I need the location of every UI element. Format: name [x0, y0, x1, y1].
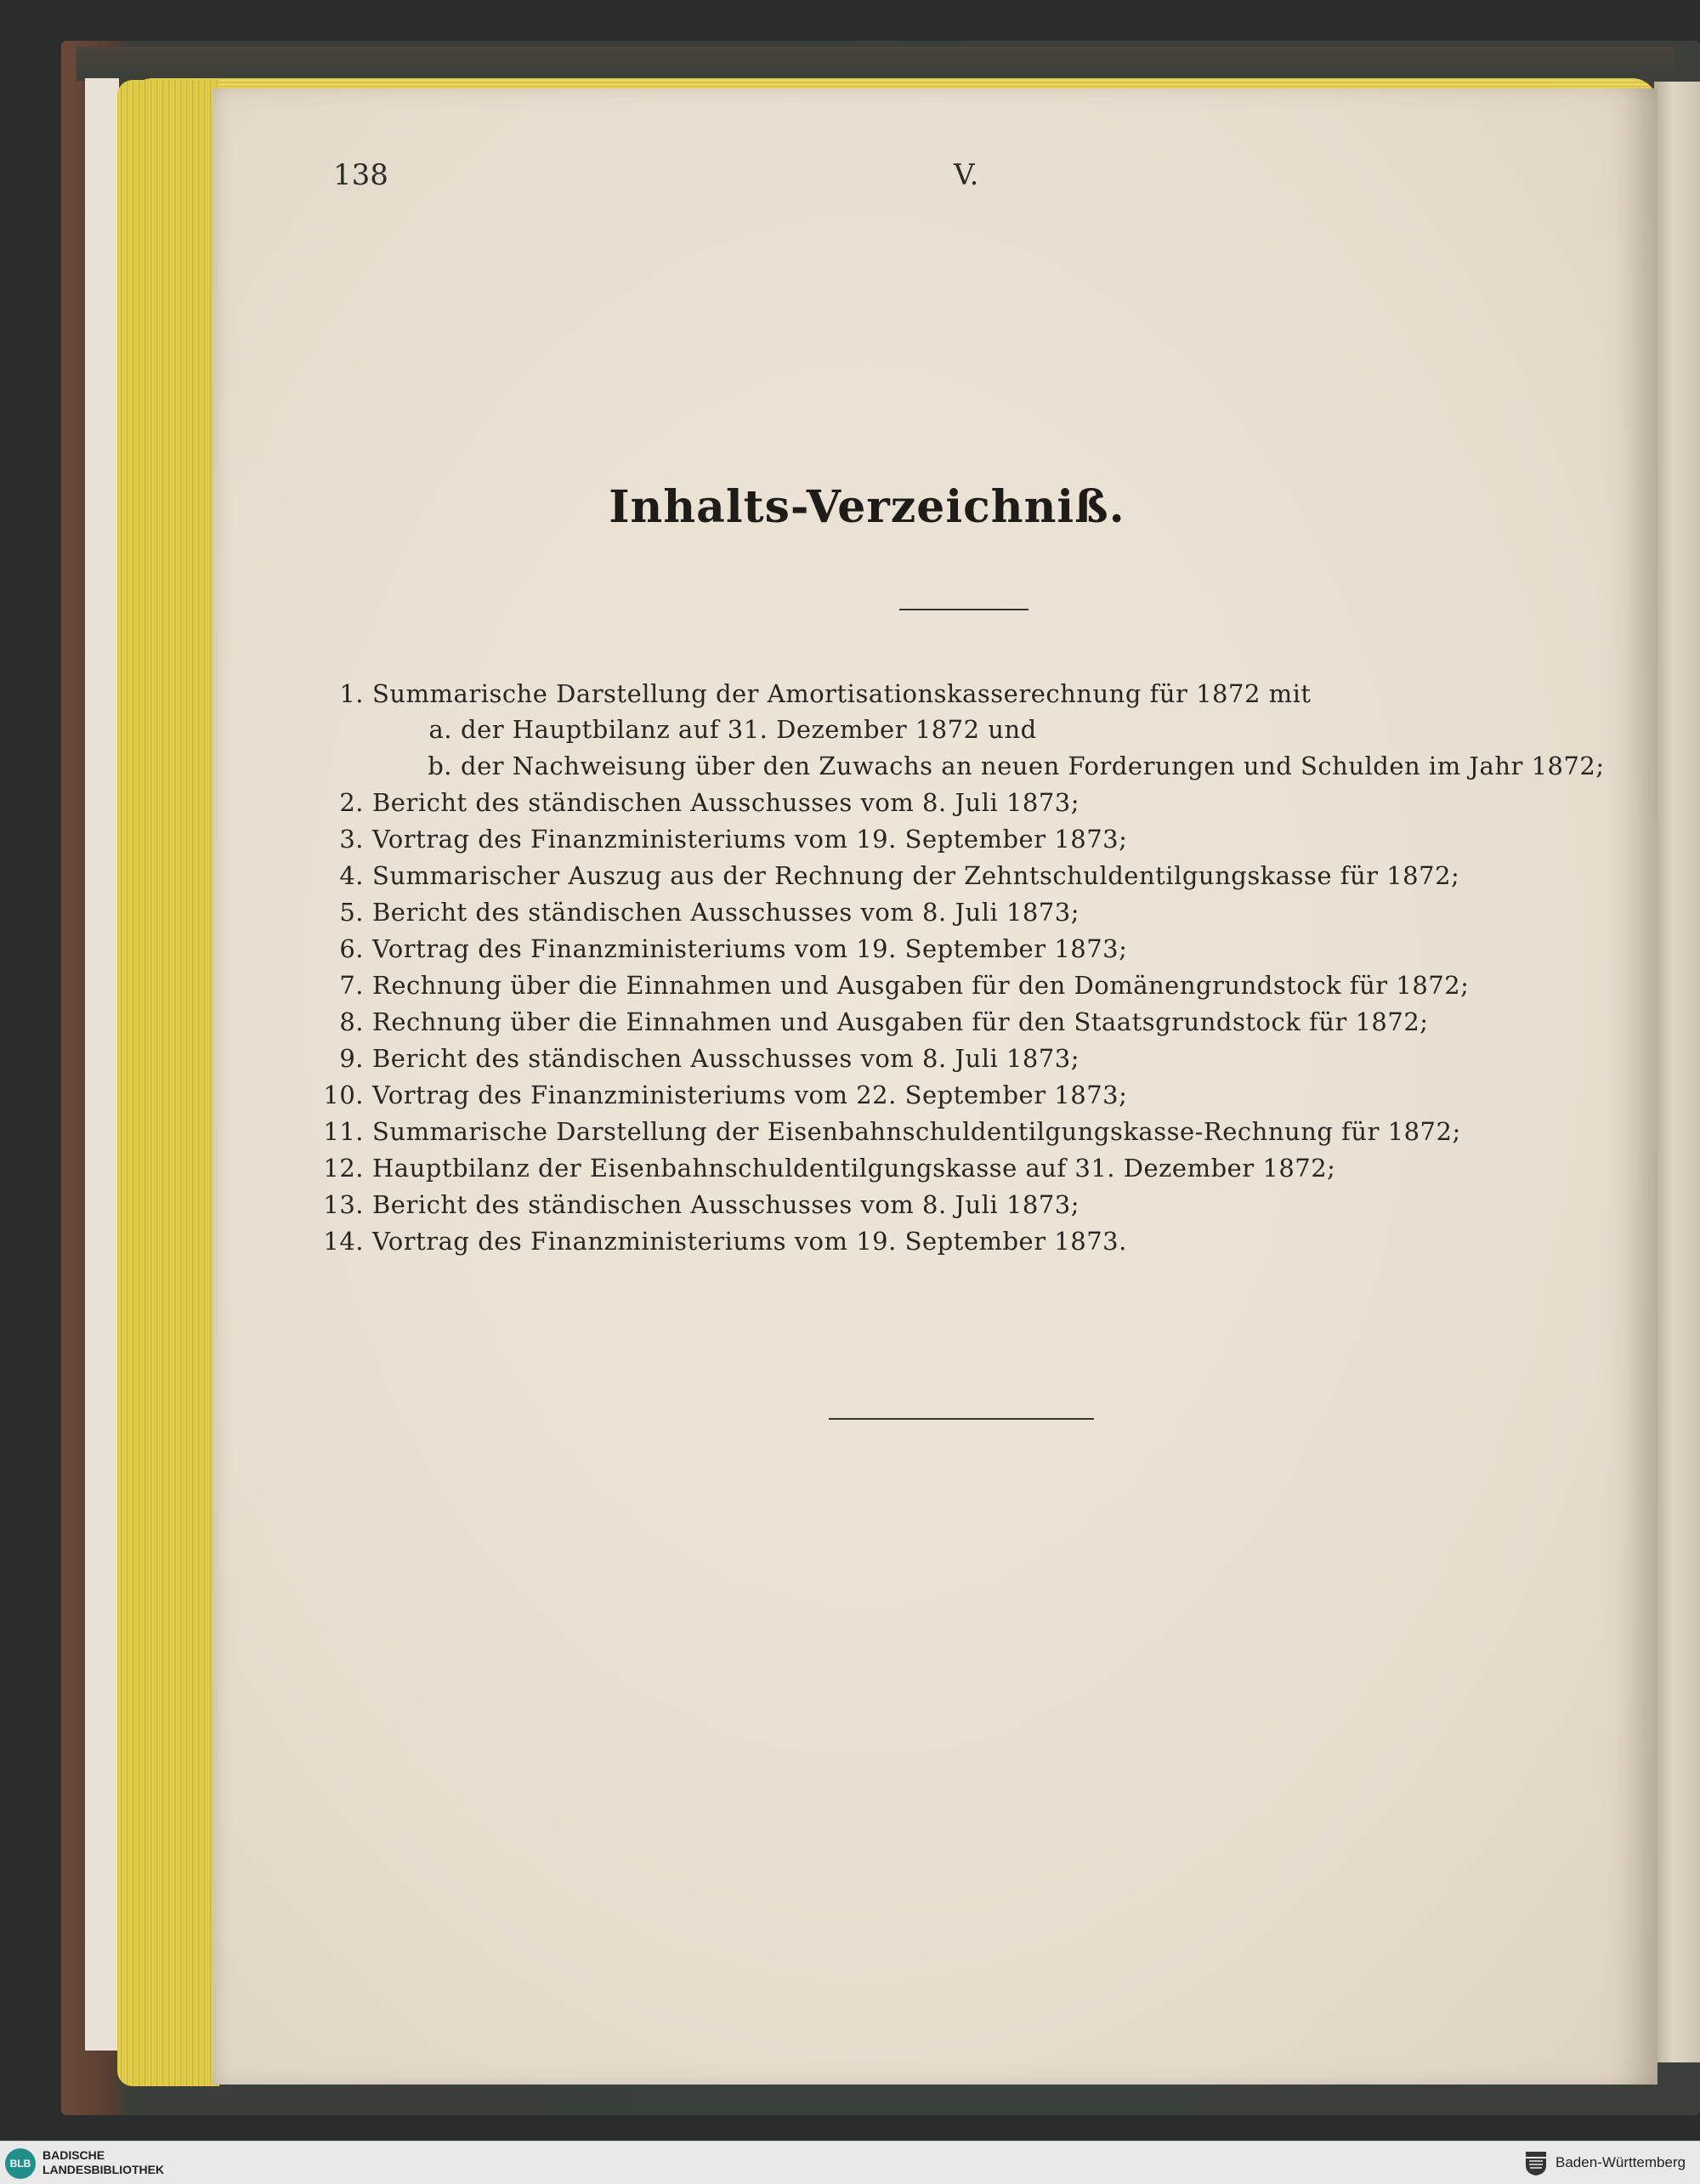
- toc-item-6: 6. Vortrag des Finanzministeriums vom 19. September 1873;: [339, 934, 1128, 963]
- baden-wuerttemberg-crest-icon: [1523, 2150, 1549, 2177]
- toc-item-14: 14. Vortrag des Finanzministeriums vom 19. September 1873.: [323, 1227, 1127, 1256]
- toc-item-12: 12. Hauptbilanz der Eisenbahnschuldentilgungskasse auf 31. Dezember 1872;: [323, 1154, 1336, 1183]
- section-marker: V.: [954, 158, 979, 192]
- toc-item-2: 2. Bericht des ständischen Ausschusses vom 8. Juli 1873;: [339, 788, 1080, 817]
- blb-line-1: BADISCHE: [42, 2148, 105, 2162]
- gilt-page-edges: [117, 80, 219, 2086]
- toc-item-1: 1. Summarische Darstellung der Amortisationskasserechnung für 1872 mit: [339, 679, 1312, 708]
- blb-logo-icon[interactable]: BLB: [5, 2148, 36, 2179]
- viewer-footer: [0, 2141, 1700, 2184]
- title-rule: [899, 609, 1028, 610]
- blb-library-name[interactable]: [42, 2148, 164, 2177]
- book-page: [212, 88, 1658, 2085]
- toc-item-9: 9. Bericht des ständischen Ausschusses vom 8. Juli 1873;: [339, 1044, 1080, 1073]
- book-cover-top: [76, 47, 1674, 81]
- toc-item-3: 3. Vortrag des Finanzministeriums vom 19. September 1873;: [339, 825, 1128, 854]
- flyleaf-edge: [85, 78, 119, 2051]
- facing-page-edge: [1654, 82, 1700, 2062]
- toc-item-5: 5. Bericht des ständischen Ausschusses vom 8. Juli 1873;: [339, 898, 1080, 927]
- toc-item-11: 11. Summarische Darstellung der Eisenbahnschuldentilgungskasse-Rechnung für 1872;: [323, 1117, 1461, 1146]
- page-title: Inhalts-Verzeichniß.: [609, 481, 1125, 533]
- closing-rule: [829, 1418, 1094, 1420]
- toc-item-7: 7. Rechnung über die Einnahmen und Ausgaben für den Domänengrundstock für 1872;: [339, 971, 1470, 1000]
- blb-line-2: LANDESBIBLIOTHEK: [42, 2163, 165, 2176]
- toc-subitem-a: a. der Hauptbilanz auf 31. Dezember 1872 und: [428, 715, 1037, 744]
- toc-item-13: 13. Bericht des ständischen Ausschusses vom 8. Juli 1873;: [323, 1190, 1080, 1219]
- page-number: 138: [333, 158, 388, 192]
- baden-wuerttemberg-label[interactable]: Baden-Württemberg: [1556, 2154, 1686, 2170]
- toc-item-8: 8. Rechnung über die Einnahmen und Ausgaben für den Staatsgrundstock für 1872;: [339, 1007, 1429, 1036]
- toc-item-10: 10. Vortrag des Finanzministeriums vom 22. September 1873;: [323, 1081, 1128, 1109]
- toc-item-4: 4. Summarischer Auszug aus der Rechnung der Zehntschuldentilgungskasse für 1872;: [339, 861, 1460, 890]
- toc-subitem-b: b. der Nachweisung über den Zuwachs an neuen Forderungen und Schulden im Jahr 1872;: [428, 752, 1605, 780]
